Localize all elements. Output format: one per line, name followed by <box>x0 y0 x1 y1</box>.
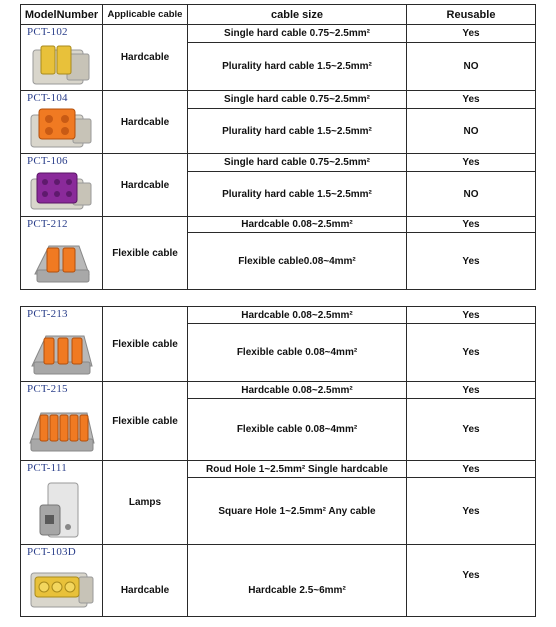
table-row <box>21 461 536 478</box>
reusable: Yes <box>407 154 536 172</box>
model-number: PCT-215 <box>27 383 68 395</box>
spec-table-top <box>20 4 536 290</box>
table-row <box>21 91 536 109</box>
reusable: NO <box>407 43 536 91</box>
model-cell-pct-104 <box>21 91 103 154</box>
cable-size: Plurality hard cable 1.5~2.5mm² <box>188 109 407 154</box>
table-row <box>21 217 536 233</box>
reusable: Yes <box>407 461 536 478</box>
cable-size: Plurality hard cable 1.5~2.5mm² <box>188 172 407 217</box>
reusable: Yes <box>407 91 536 109</box>
reusable: NO <box>407 172 536 217</box>
cable-size: Hardcable 0.08~2.5mm² <box>188 307 407 324</box>
reusable: Yes <box>407 478 536 545</box>
model-number: PCT-103D <box>27 546 76 558</box>
applicable-cable: Flexible cable <box>103 382 188 461</box>
reusable: Yes <box>407 217 536 233</box>
model-cell-pct-111 <box>21 461 103 545</box>
model-cell-pct-215 <box>21 382 103 461</box>
spec-table-bottom <box>20 306 536 617</box>
model-number: PCT-104 <box>27 92 68 104</box>
model-cell-pct-103d <box>21 545 103 617</box>
applicable-cable: Lamps <box>103 461 188 545</box>
reusable: Yes <box>407 545 536 617</box>
cable-size: Hardcable 0.08~2.5mm² <box>188 382 407 399</box>
header-applicable: Applicable cable <box>103 5 188 25</box>
header-model: ModelNumber <box>21 5 103 25</box>
model-cell-pct-213 <box>21 307 103 382</box>
reusable: NO <box>407 109 536 154</box>
lever-connector-5way-icon <box>27 401 97 455</box>
cable-size: Single hard cable 0.75~2.5mm² <box>188 25 407 43</box>
model-cell-pct-106 <box>21 154 103 217</box>
cable-size: Plurality hard cable 1.5~2.5mm² <box>188 43 407 91</box>
reusable: Yes <box>407 233 536 290</box>
applicable-cable: Hardcable <box>103 154 188 217</box>
cable-size: Hardcable 2.5~6mm² <box>188 545 407 617</box>
table-gap <box>0 296 556 304</box>
lamp-connector-icon <box>34 479 90 541</box>
model-cell-pct-102 <box>21 25 103 91</box>
cable-size: Flexible cable0.08~4mm² <box>188 233 407 290</box>
table-row <box>21 545 536 617</box>
lever-connector-2way-icon <box>29 234 95 286</box>
reusable: Yes <box>407 382 536 399</box>
header-row <box>21 5 536 25</box>
header-cable-size: cable size <box>188 5 407 25</box>
reusable: Yes <box>407 399 536 461</box>
table-row <box>21 25 536 43</box>
model-number: PCT-102 <box>27 26 68 38</box>
model-cell-pct-212 <box>21 217 103 290</box>
reusable: Yes <box>407 324 536 382</box>
model-number: PCT-213 <box>27 308 68 320</box>
cable-size: Flexible cable 0.08~4mm² <box>188 324 407 382</box>
lever-connector-3way-icon <box>28 324 96 378</box>
applicable-cable: Hardcable <box>103 25 188 91</box>
table-row <box>21 382 536 399</box>
model-number: PCT-106 <box>27 155 68 167</box>
cable-size: Square Hole 1~2.5mm² Any cable <box>188 478 407 545</box>
connector-2way-icon <box>27 40 97 90</box>
cable-size: Single hard cable 0.75~2.5mm² <box>188 154 407 172</box>
applicable-cable: Hardcable <box>103 91 188 154</box>
applicable-cable: Flexible cable <box>103 217 188 290</box>
model-number: PCT-212 <box>27 218 68 230</box>
connector-6way-icon <box>27 169 97 215</box>
cable-size: Roud Hole 1~2.5mm² Single hardcable <box>188 461 407 478</box>
cable-size: Flexible cable 0.08~4mm² <box>188 399 407 461</box>
cable-size: Single hard cable 0.75~2.5mm² <box>188 91 407 109</box>
header-reusable: Reusable <box>407 5 536 25</box>
model-number: PCT-111 <box>27 462 67 474</box>
connector-3way-icon <box>27 563 97 613</box>
applicable-cable: Hardcable <box>103 545 188 617</box>
reusable: Yes <box>407 307 536 324</box>
table-row <box>21 154 536 172</box>
cable-size: Hardcable 0.08~2.5mm² <box>188 217 407 233</box>
applicable-cable: Flexible cable <box>103 307 188 382</box>
reusable: Yes <box>407 25 536 43</box>
table-row <box>21 307 536 324</box>
connector-4way-icon <box>27 105 97 153</box>
